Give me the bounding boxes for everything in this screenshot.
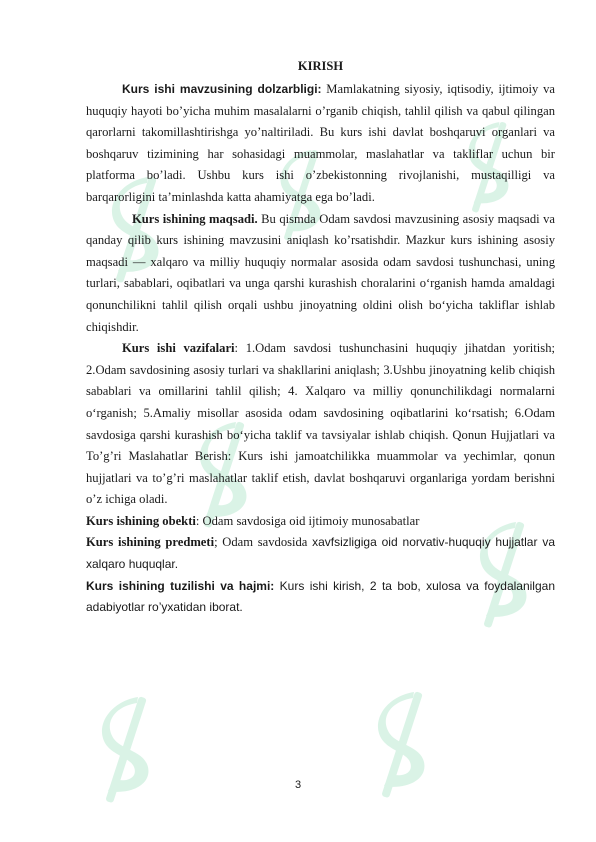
page-title: KIRISH [297, 59, 344, 73]
paragraph-structure [86, 576, 555, 619]
paragraph-subject [86, 532, 555, 575]
paragraph-label: Kurs ishining obekti [86, 513, 196, 528]
paragraph-text: Bu qismda Odam savdosi mavzusining asosiy maqsadi va qanday qilib kurs ishining mavzusini aniqlash ko’rsatishdir. Mazkur kurs ishining asosiy maqsadi — xalqaro va milliy huquqiy normalar asosida odam savdosi tushunchasi, uning turlari, sabablari, oqibatlari va unga qarshi kurashish choralarini o‘rganish hamda amaldagi qonunchilikni tahlil qilish orqali ushbu jinoyatning oldini olish bo‘yicha takliflar ishlab chiqishdir. [86, 211, 556, 334]
paragraph-text-sans: xavfsizligiga oid norvativ-huquqiy hujjatlar va xalqaro huquqlar. [86, 535, 555, 572]
paragraph-goal [86, 209, 555, 339]
paragraph-label: Kurs ishining tuzilishi va hajmi: [86, 578, 275, 593]
paragraph-relevance [86, 79, 555, 209]
document-body [86, 57, 555, 619]
page-number: 3 [294, 779, 302, 791]
paragraph-text: : 1.Odam savdosi tushunchasini huquqiy jihatdan yoritish; 2.Odam savdosining asosiy turlari va shakllarini aniqlash; 3.Ushbu jinoyatning kelib chiqish sabablari va omillarini tahlil qilish; 4. Xalqaro va milliy qonunchilikdagi normalarni o‘rganish; 5.Amaliy misollar asosida odam savdosining oqibatlarini ko‘rsatish; 6.Odam savdosiga qarshi kurashish bo‘yicha taklif va tavsiyalar ishlab chiqish. Qonun Hujjatlari va To’g’ri Maslahatlar Berish: Kurs ishi jamoatchilikka muammolar va yechimlar, qonun hujjatlari va to’g’ri maslahatlar taklif etish, davlat boshqaruvi organlariga yordam berishni o’z ichiga oladi. [86, 341, 555, 507]
paragraph-text: Mamlakatning siyosiy, iqtisodiy, ijtimoiy va huquqiy hayoti bo’yicha muhim masalalarni o’rganib chiqish, tahlil qilish va qabul qilingan qarorlarni takomillashtirishga yo’naltiriladi. Bu kurs ishi davlat boshqaruvi organlari va boshqaruv tizimining har sohasidagi muammolar, maslahatlar va takliflar uchun bir platforma bo’ladi. Ushbu kurs ishi o’zbekistonning rivojlanishi, mustaqilligi va barqarorligini ta’minlashda katta ahamiyatga ega bo’ladi. [86, 82, 555, 204]
paragraph-label: Kurs ishining maqsadi. [132, 211, 258, 226]
paragraph-text: ; Odam savdosida [214, 535, 313, 550]
paragraph-label: Kurs ishi vazifalari [122, 341, 235, 356]
paragraph-label: Kurs ishining predmeti [86, 535, 215, 550]
paragraph-text: : Odam savdosiga oid ijtimoiy munosabatlar [195, 513, 420, 528]
paragraph-object [86, 511, 555, 533]
paragraph-tasks [86, 338, 555, 511]
paragraph-text: Kurs ishi kirish, 2 ta bob, xulosa va foydalanilgan adabiyotlar ro’yxatidan iborat. [86, 578, 555, 615]
paragraph-label: Kurs ishi mavzusining dolzarbligi: [122, 82, 322, 96]
